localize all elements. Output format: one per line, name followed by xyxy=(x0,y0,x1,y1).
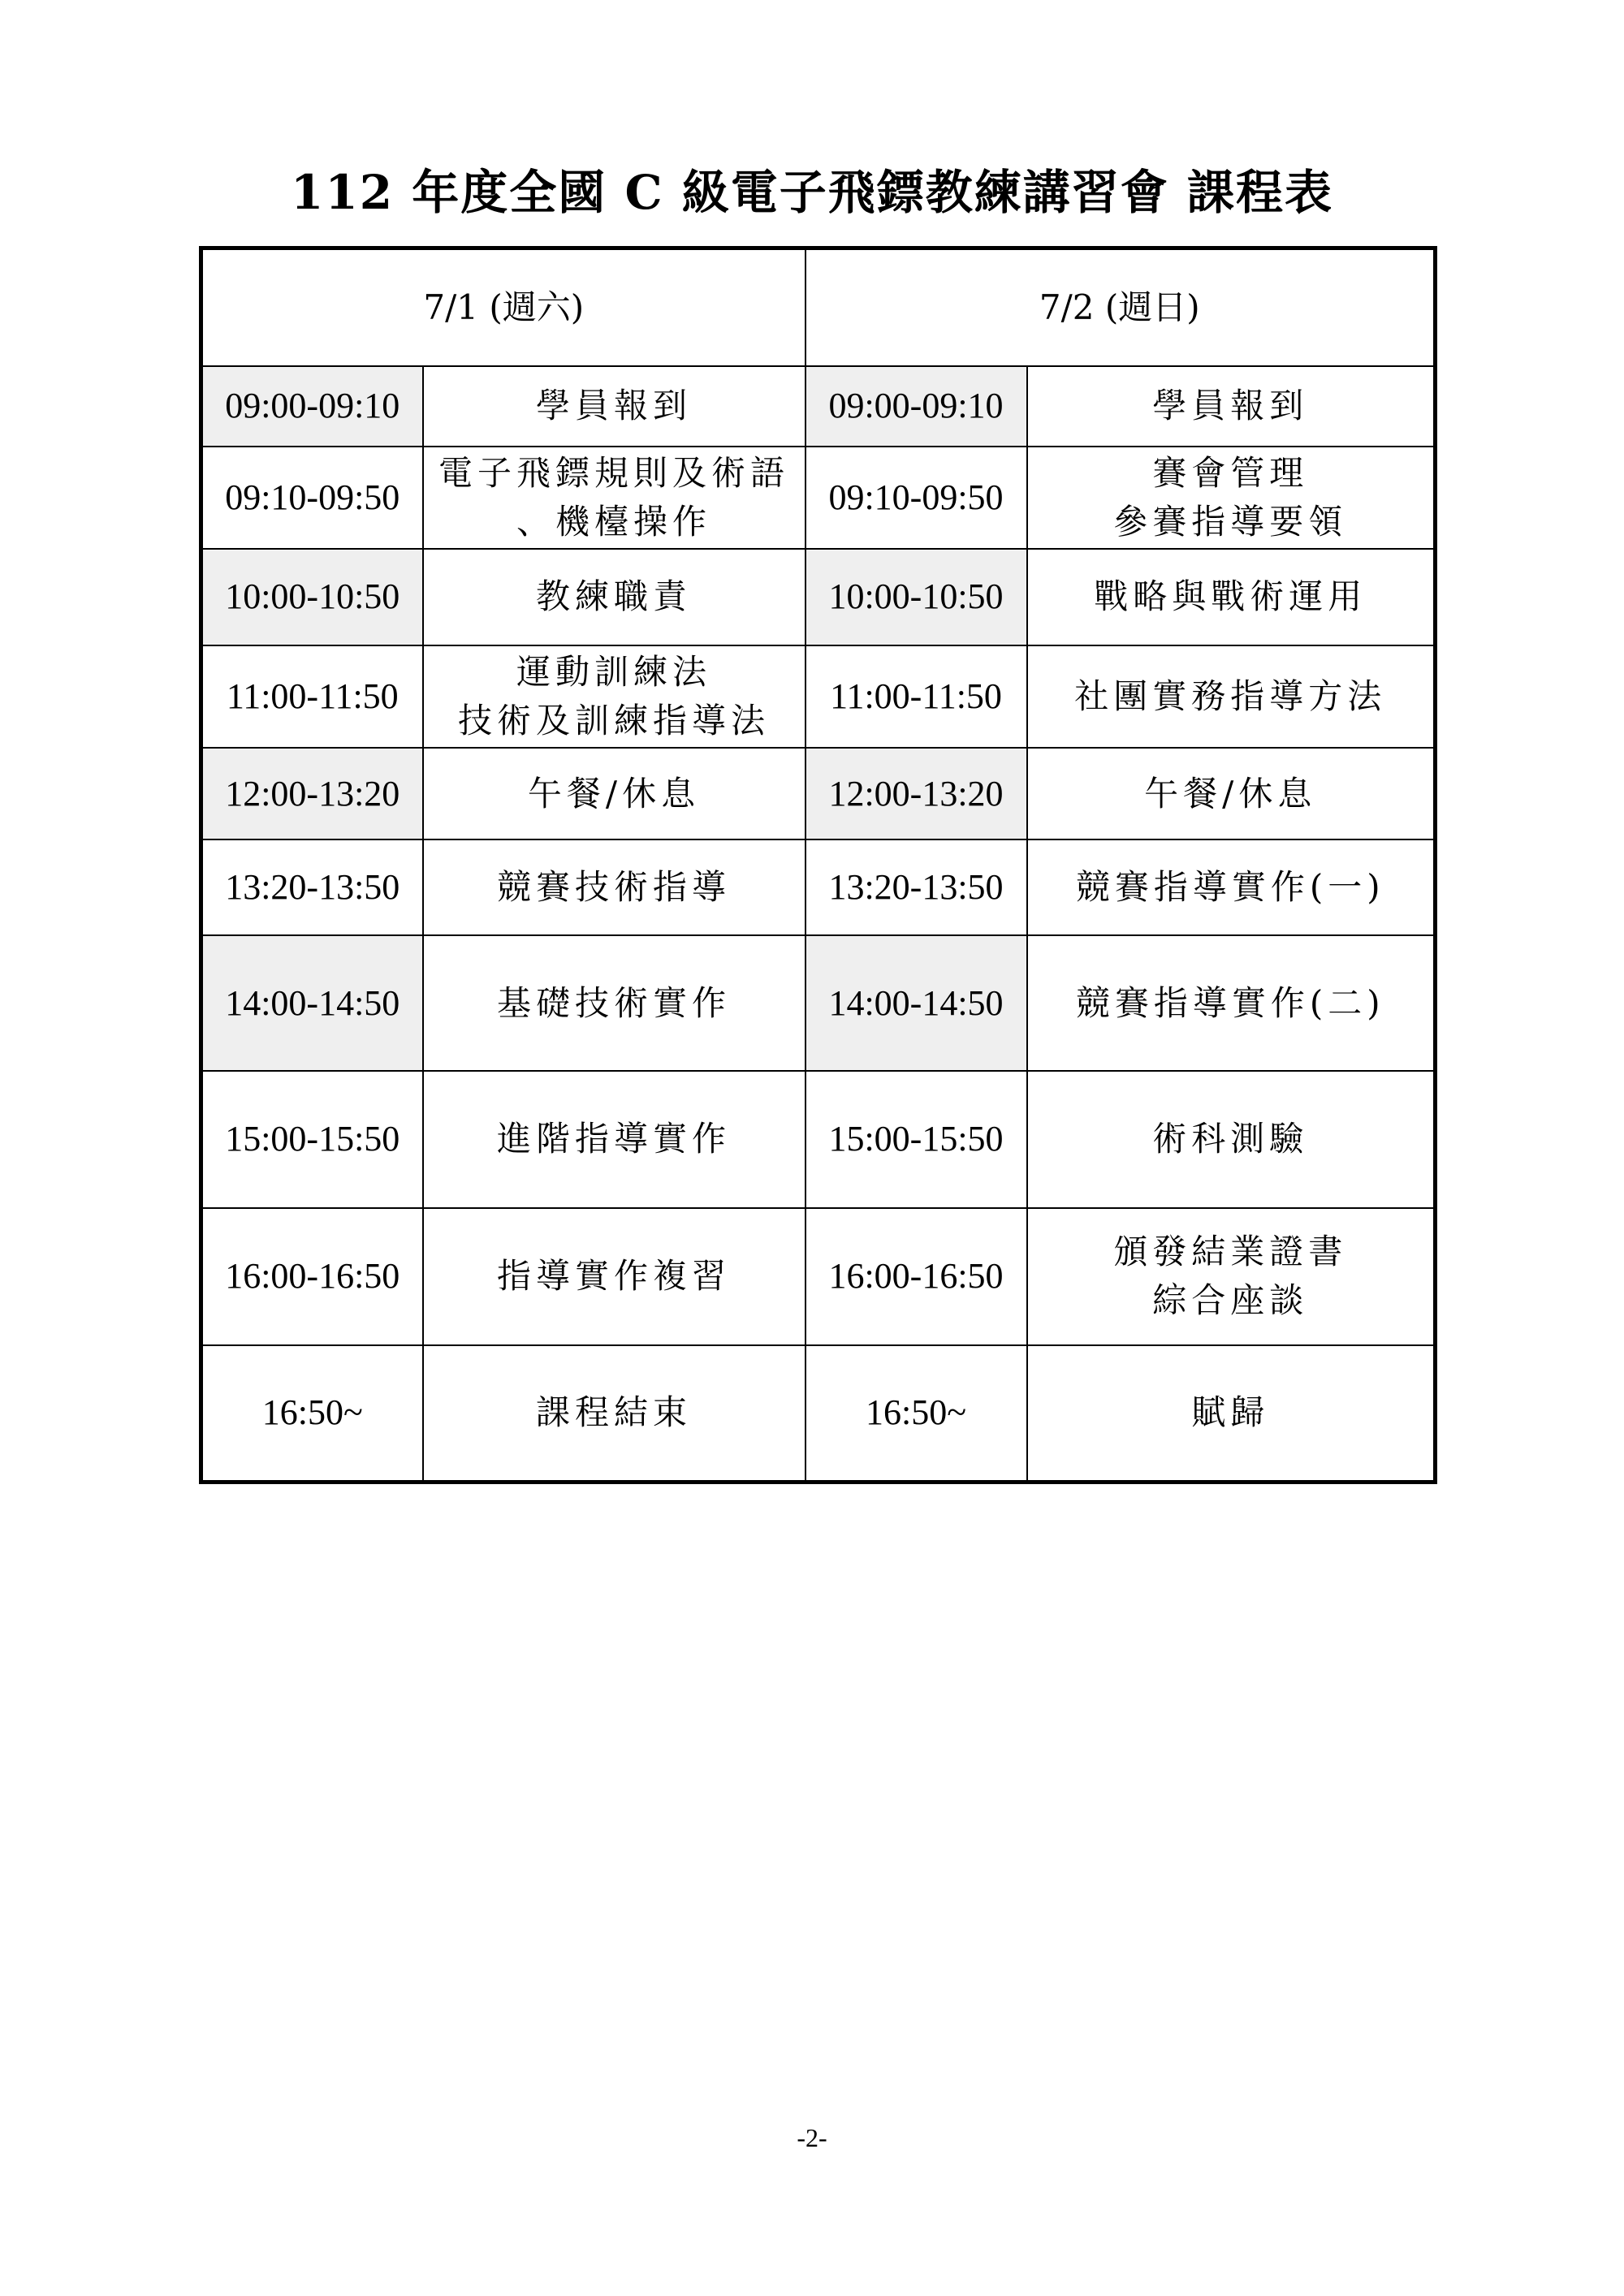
course-line: 賽會管理 xyxy=(1152,452,1309,493)
course-line: 午餐/休息 xyxy=(1144,773,1317,814)
day1-course-cell xyxy=(423,935,806,1071)
day1-time-cell: 09:10-09:50 xyxy=(201,447,423,550)
day1-course-cell xyxy=(423,839,806,936)
course-line: 頒發結業證書 xyxy=(1113,1232,1348,1272)
course-line: 運動訓練法 xyxy=(516,652,711,692)
day2-course-cell xyxy=(1027,645,1436,749)
page-title: 112 年度全國 C 級電子飛鏢教練講習會 課程表 xyxy=(290,165,1333,220)
day2-course-cell xyxy=(1027,1208,1436,1345)
day-header-1: 7/1 (週六) xyxy=(201,248,806,367)
schedule-row xyxy=(201,447,1436,550)
course-line: 參賽指導要領 xyxy=(1113,501,1348,542)
schedule-row xyxy=(201,1208,1436,1345)
course-line: 、機檯操作 xyxy=(516,501,711,542)
day1-course-cell xyxy=(423,366,806,446)
course-line: 戰略與戰術運用 xyxy=(1094,576,1367,617)
day2-course-cell xyxy=(1027,839,1436,936)
course-schedule-table xyxy=(199,246,1437,1484)
schedule-row xyxy=(201,1345,1436,1482)
day1-time-cell: 13:20-13:50 xyxy=(201,839,423,936)
day1-course-cell xyxy=(423,549,806,645)
day1-course-cell xyxy=(423,1208,806,1345)
schedule-row xyxy=(201,645,1436,749)
day1-time-cell: 12:00-13:20 xyxy=(201,748,423,839)
course-line: 學員報到 xyxy=(1152,386,1309,426)
day2-time-cell: 16:00-16:50 xyxy=(806,1208,1027,1345)
day2-course-cell xyxy=(1027,366,1436,446)
course-line: 競賽技術指導 xyxy=(496,867,731,908)
course-line: 進階指導實作 xyxy=(496,1119,731,1159)
course-line: 指導實作複習 xyxy=(496,1256,731,1297)
day2-time-cell: 15:00-15:50 xyxy=(806,1071,1027,1208)
schedule-row xyxy=(201,549,1436,645)
day2-time-cell: 10:00-10:50 xyxy=(806,549,1027,645)
day2-course-cell xyxy=(1027,935,1436,1071)
day-header-2: 7/2 (週日) xyxy=(806,248,1436,367)
day2-time-cell: 09:10-09:50 xyxy=(806,447,1027,550)
course-line: 課程結束 xyxy=(535,1392,692,1433)
day1-time-cell: 11:00-11:50 xyxy=(201,645,423,749)
course-line: 綜合座談 xyxy=(1152,1280,1309,1321)
day2-time-cell: 09:00-09:10 xyxy=(806,366,1027,446)
schedule-row xyxy=(201,935,1436,1071)
schedule-row xyxy=(201,1071,1436,1208)
course-line: 午餐/休息 xyxy=(527,773,701,814)
day1-time-cell: 16:00-16:50 xyxy=(201,1208,423,1345)
day2-time-cell: 12:00-13:20 xyxy=(806,748,1027,839)
course-line: 競賽指導實作(二) xyxy=(1075,982,1385,1023)
day1-course-cell xyxy=(423,1345,806,1482)
course-line: 技術及訓練指導法 xyxy=(457,701,770,740)
day1-course-cell xyxy=(423,645,806,749)
day2-time-cell: 11:00-11:50 xyxy=(806,645,1027,749)
day2-course-cell xyxy=(1027,748,1436,839)
schedule-row xyxy=(201,748,1436,839)
course-line: 電子飛鏢規則及術語 xyxy=(438,452,789,493)
day2-time-cell: 13:20-13:50 xyxy=(806,839,1027,936)
day1-time-cell: 16:50~ xyxy=(201,1345,423,1482)
course-line: 競賽指導實作(一) xyxy=(1075,867,1385,908)
page-number: -2- xyxy=(797,2123,827,2152)
day1-time-cell: 15:00-15:50 xyxy=(201,1071,423,1208)
day2-course-cell xyxy=(1027,1345,1436,1482)
day2-time-cell: 16:50~ xyxy=(806,1345,1027,1482)
day2-course-cell xyxy=(1027,447,1436,550)
course-line: 學員報到 xyxy=(535,386,692,426)
course-line: 術科測驗 xyxy=(1152,1119,1309,1159)
course-line: 社團實務指導方法 xyxy=(1074,676,1387,716)
course-line: 教練職責 xyxy=(535,576,692,617)
day-header-row xyxy=(201,248,1436,367)
day1-course-cell xyxy=(423,1071,806,1208)
day2-course-cell xyxy=(1027,1071,1436,1208)
day1-time-cell: 14:00-14:50 xyxy=(201,935,423,1071)
schedule-row xyxy=(201,366,1436,446)
schedule-row xyxy=(201,839,1436,936)
day2-course-cell xyxy=(1027,549,1436,645)
course-line: 賦歸 xyxy=(1191,1392,1270,1433)
day1-course-cell xyxy=(423,447,806,550)
course-line: 基礎技術實作 xyxy=(496,982,731,1023)
day2-time-cell: 14:00-14:50 xyxy=(806,935,1027,1071)
day1-time-cell: 10:00-10:50 xyxy=(201,549,423,645)
day1-course-cell xyxy=(423,748,806,839)
day1-time-cell: 09:00-09:10 xyxy=(201,366,423,446)
